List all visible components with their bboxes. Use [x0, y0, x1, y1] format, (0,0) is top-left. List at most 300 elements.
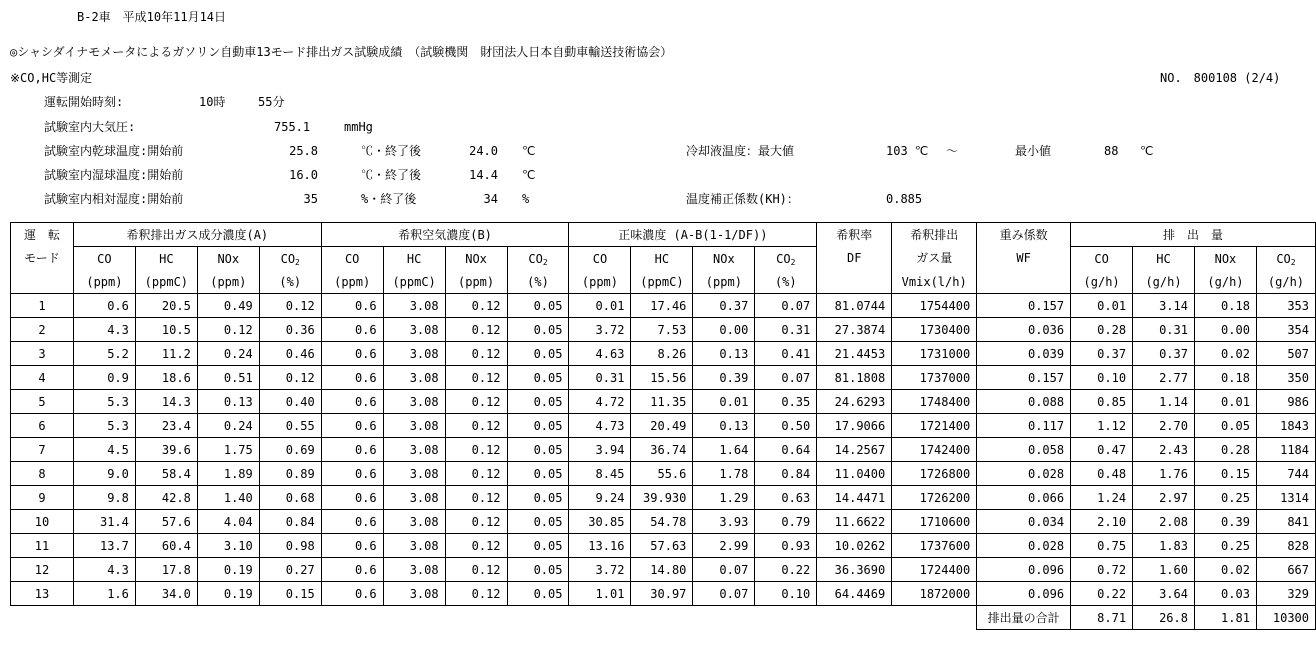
cell-net-co2: 0.31 — [755, 318, 817, 342]
cell-net-hc: 15.56 — [631, 366, 693, 390]
cell-dil-co: 9.8 — [73, 486, 135, 510]
cell-dil-hc: 39.6 — [135, 438, 197, 462]
cell-net-nox: 0.37 — [693, 294, 755, 318]
cell-df: 81.0744 — [817, 294, 892, 318]
dry-bulb-after: 24.0 — [469, 144, 498, 158]
cell-air-nox: 0.12 — [445, 510, 507, 534]
cell-mode: 9 — [11, 486, 74, 510]
cell-dil-nox: 1.89 — [197, 462, 259, 486]
cell-net-nox: 0.39 — [693, 366, 755, 390]
table-row — [11, 486, 1316, 510]
cell-net-co2: 0.84 — [755, 462, 817, 486]
cell-net-co: 4.73 — [569, 414, 631, 438]
cell-emis-co2: 354 — [1256, 318, 1315, 342]
cell-dil-co2: 0.36 — [259, 318, 321, 342]
cell-dil-co2: 0.12 — [259, 366, 321, 390]
unit-ppm: (ppm) — [197, 270, 259, 294]
cell-wf: 0.028 — [977, 462, 1071, 486]
cell-air-hc: 3.08 — [383, 414, 445, 438]
cell-dil-co: 4.5 — [73, 438, 135, 462]
cell-net-nox: 0.01 — [693, 390, 755, 414]
cell-df: 11.6622 — [817, 510, 892, 534]
cell-air-hc: 3.08 — [383, 462, 445, 486]
cell-emis-co: 0.85 — [1071, 390, 1133, 414]
header-row-1 — [11, 223, 1316, 247]
cell-df: 64.4469 — [817, 582, 892, 606]
cell-dil-nox: 3.10 — [197, 534, 259, 558]
cell-dil-hc: 11.2 — [135, 342, 197, 366]
cell-wf: 0.058 — [977, 438, 1071, 462]
col-co2: $CO_2$ — [507, 247, 569, 271]
cell-mode: 2 — [11, 318, 74, 342]
col-hc: HC — [135, 247, 197, 271]
wet-bulb-after: 14.4 — [469, 168, 498, 182]
cell-dil-nox: 0.12 — [197, 318, 259, 342]
cell-air-co2: 0.05 — [507, 582, 569, 606]
cell-air-co2: 0.05 — [507, 462, 569, 486]
unit-ppmc: (ppmC) — [631, 270, 693, 294]
unit-vmix: Vmix(l/h) — [892, 270, 977, 294]
cell-air-co: 0.6 — [321, 414, 383, 438]
cell-emis-co: 0.10 — [1071, 366, 1133, 390]
cell-mode: 1 — [11, 294, 74, 318]
coolant-label: 冷却液温度：最大値 — [686, 144, 795, 158]
cell-dil-hc: 58.4 — [135, 462, 197, 486]
cell-vmix: 1742400 — [892, 438, 977, 462]
cell-dil-co: 1.6 — [73, 582, 135, 606]
cell-air-co: 0.6 — [321, 342, 383, 366]
cell-emis-co2: 353 — [1256, 294, 1315, 318]
cell-dil-nox: 0.24 — [197, 414, 259, 438]
cell-air-co: 0.6 — [321, 462, 383, 486]
col-co2: $CO_2$ — [259, 247, 321, 271]
cell-dil-co: 5.3 — [73, 414, 135, 438]
cell-emis-hc: 0.37 — [1133, 342, 1195, 366]
cell-air-hc: 3.08 — [383, 366, 445, 390]
cell-dil-hc: 42.8 — [135, 486, 197, 510]
cell-df: 11.0400 — [817, 462, 892, 486]
col-nox: NOx — [445, 247, 507, 271]
cell-air-hc: 3.08 — [383, 486, 445, 510]
wet-bulb-separator: ℃・終了後 — [361, 168, 422, 182]
cell-dil-co2: 0.46 — [259, 342, 321, 366]
cell-emis-co2: 1184 — [1256, 438, 1315, 462]
cell-emis-nox: 0.15 — [1194, 462, 1256, 486]
cell-emis-nox: 0.00 — [1194, 318, 1256, 342]
cell-net-co: 3.72 — [569, 558, 631, 582]
net-concentration-header: 正味濃度 (A-B(1-1/DF)) — [569, 223, 817, 247]
col-co: CO — [569, 247, 631, 271]
cell-air-nox: 0.12 — [445, 414, 507, 438]
wet-bulb-label: 試験室内湿球温度:開始前 — [44, 168, 184, 182]
cell-net-hc: 14.80 — [631, 558, 693, 582]
cell-net-co: 8.45 — [569, 462, 631, 486]
cell-net-co: 3.94 — [569, 438, 631, 462]
cell-net-hc: 17.46 — [631, 294, 693, 318]
cell-mode: 5 — [11, 390, 74, 414]
coolant-min-label: 最小値 — [1015, 144, 1052, 158]
cell-air-hc: 3.08 — [383, 294, 445, 318]
dilution-ratio-header: 希釈率 — [817, 223, 892, 247]
unit-pct: (%) — [259, 270, 321, 294]
cell-emis-nox: 0.01 — [1194, 390, 1256, 414]
cell-dil-nox: 0.24 — [197, 342, 259, 366]
cell-emis-nox: 0.18 — [1194, 294, 1256, 318]
cell-air-co: 0.6 — [321, 486, 383, 510]
cell-emis-nox: 0.05 — [1194, 414, 1256, 438]
cell-dil-co: 9.0 — [73, 462, 135, 486]
table-row — [11, 558, 1316, 582]
coolant-max: 103 ℃ — [886, 144, 929, 158]
cell-emis-nox: 0.02 — [1194, 558, 1256, 582]
cell-net-co2: 0.10 — [755, 582, 817, 606]
cell-emis-hc: 1.83 — [1133, 534, 1195, 558]
cell-df: 81.1808 — [817, 366, 892, 390]
cell-mode: 12 — [11, 558, 74, 582]
document-number: NO. 800108 (2/4) — [1160, 71, 1281, 85]
cell-emis-hc: 3.14 — [1133, 294, 1195, 318]
cell-mode: 3 — [11, 342, 74, 366]
cell-net-nox: 0.13 — [693, 414, 755, 438]
cell-emis-co: 1.24 — [1071, 486, 1133, 510]
humidity-separator: %・終了後 — [361, 192, 417, 206]
table-row — [11, 342, 1316, 366]
cell-wf: 0.066 — [977, 486, 1071, 510]
cell-net-hc: 55.6 — [631, 462, 693, 486]
cell-air-co2: 0.05 — [507, 510, 569, 534]
cell-dil-co: 31.4 — [73, 510, 135, 534]
cell-net-hc: 36.74 — [631, 438, 693, 462]
cell-dil-nox: 4.04 — [197, 510, 259, 534]
cell-dil-co: 4.3 — [73, 558, 135, 582]
cell-dil-nox: 0.51 — [197, 366, 259, 390]
cell-wf: 0.028 — [977, 534, 1071, 558]
cell-dil-hc: 34.0 — [135, 582, 197, 606]
cell-air-co2: 0.05 — [507, 318, 569, 342]
cell-net-nox: 0.13 — [693, 342, 755, 366]
cell-mode: 8 — [11, 462, 74, 486]
cell-dil-hc: 14.3 — [135, 390, 197, 414]
pressure-value: 755.1 — [274, 120, 311, 134]
cell-net-co2: 0.64 — [755, 438, 817, 462]
cell-dil-hc: 20.5 — [135, 294, 197, 318]
unit-gh: (g/h) — [1133, 270, 1195, 294]
cell-dil-hc: 60.4 — [135, 534, 197, 558]
vehicle-date: B-2車 平成10年11月14日 — [77, 10, 227, 24]
col-nox: NOx — [693, 247, 755, 271]
wf-unit-blank — [977, 270, 1071, 294]
cell-air-co: 0.6 — [321, 294, 383, 318]
start-hour: 10時 — [199, 95, 226, 109]
total-co: 8.71 — [1071, 606, 1133, 630]
vmix-header: 希釈排出 — [892, 223, 977, 247]
cell-net-co: 0.31 — [569, 366, 631, 390]
unit-ppmc: (ppmC) — [383, 270, 445, 294]
table-row — [11, 366, 1316, 390]
unit-ppm: (ppm) — [73, 270, 135, 294]
table-row — [11, 390, 1316, 414]
cell-dil-co2: 0.12 — [259, 294, 321, 318]
dry-bulb-label: 試験室内乾球温度:開始前 — [44, 144, 184, 158]
cell-dil-hc: 18.6 — [135, 366, 197, 390]
cell-vmix: 1726800 — [892, 462, 977, 486]
cell-emis-co: 1.12 — [1071, 414, 1133, 438]
table-row — [11, 582, 1316, 606]
diluted-gas-header: 希釈排出ガス成分濃度(A) — [73, 223, 321, 247]
kh-value: 0.885 — [886, 192, 923, 206]
cell-air-hc: 3.08 — [383, 342, 445, 366]
cell-air-co: 0.6 — [321, 390, 383, 414]
cell-net-hc: 30.97 — [631, 582, 693, 606]
cell-net-hc: 7.53 — [631, 318, 693, 342]
cell-net-co2: 0.35 — [755, 390, 817, 414]
cell-vmix: 1710600 — [892, 510, 977, 534]
table-row — [11, 318, 1316, 342]
table-row — [11, 534, 1316, 558]
cell-mode: 13 — [11, 582, 74, 606]
cell-air-co: 0.6 — [321, 534, 383, 558]
cell-emis-co: 0.37 — [1071, 342, 1133, 366]
cell-dil-hc: 57.6 — [135, 510, 197, 534]
unit-pct: (%) — [755, 270, 817, 294]
cell-air-co2: 0.05 — [507, 558, 569, 582]
cell-dil-co2: 0.15 — [259, 582, 321, 606]
cell-air-nox: 0.12 — [445, 342, 507, 366]
cell-dil-nox: 0.19 — [197, 582, 259, 606]
cell-air-hc: 3.08 — [383, 390, 445, 414]
cell-wf: 0.096 — [977, 558, 1071, 582]
cell-vmix: 1721400 — [892, 414, 977, 438]
start-minute: 55分 — [258, 95, 285, 109]
cell-dil-co: 5.2 — [73, 342, 135, 366]
cell-df: 10.0262 — [817, 534, 892, 558]
col-hc: HC — [383, 247, 445, 271]
report-title: ◎シャシダイナモメータによるガソリン自動車13モード排出ガス試験成績 （試験機関 財団法人日本自動車輸送技術協会） — [10, 45, 673, 59]
cell-air-hc: 3.08 — [383, 510, 445, 534]
cell-vmix: 1726200 — [892, 486, 977, 510]
unit-ppmc: (ppmC) — [135, 270, 197, 294]
cell-air-co2: 0.05 — [507, 342, 569, 366]
cell-emis-hc: 1.60 — [1133, 558, 1195, 582]
cell-dil-nox: 1.75 — [197, 438, 259, 462]
cell-emis-co2: 507 — [1256, 342, 1315, 366]
cell-net-co: 4.72 — [569, 390, 631, 414]
start-time-label: 運転開始時刻: — [44, 95, 124, 109]
cell-air-nox: 0.12 — [445, 534, 507, 558]
unit-pct: (%) — [507, 270, 569, 294]
cell-dil-co2: 0.68 — [259, 486, 321, 510]
cell-wf: 0.036 — [977, 318, 1071, 342]
cell-emis-co: 0.72 — [1071, 558, 1133, 582]
total-label: 排出量の合計 — [977, 606, 1071, 630]
cell-air-nox: 0.12 — [445, 438, 507, 462]
col-vmix: ガス量 — [892, 247, 977, 271]
humidity-label: 試験室内相対湿度:開始前 — [44, 192, 184, 206]
dry-bulb-unit: ℃ — [522, 144, 536, 158]
measurement-note: ※CO,HC等測定 — [10, 71, 93, 85]
cell-net-co2: 0.93 — [755, 534, 817, 558]
humidity-after: 34 — [483, 192, 498, 206]
cell-dil-co: 0.9 — [73, 366, 135, 390]
cell-emis-co: 0.01 — [1071, 294, 1133, 318]
pressure-label: 試験室内大気圧: — [44, 120, 136, 134]
cell-net-co: 30.85 — [569, 510, 631, 534]
cell-net-co: 4.63 — [569, 342, 631, 366]
unit-ppm: (ppm) — [321, 270, 383, 294]
cell-mode: 4 — [11, 366, 74, 390]
cell-dil-co: 4.3 — [73, 318, 135, 342]
cell-air-hc: 3.08 — [383, 438, 445, 462]
col-co2: $CO_2$ — [1256, 247, 1315, 271]
cell-emis-hc: 1.76 — [1133, 462, 1195, 486]
col-df: DF — [817, 247, 892, 271]
mode-header: 運 転 — [11, 223, 74, 247]
emission-results-table — [10, 222, 1316, 630]
col-co: CO — [321, 247, 383, 271]
cell-emis-nox: 0.25 — [1194, 534, 1256, 558]
cell-emis-hc: 0.31 — [1133, 318, 1195, 342]
cell-dil-co2: 0.89 — [259, 462, 321, 486]
cell-net-nox: 1.64 — [693, 438, 755, 462]
cell-emis-co2: 828 — [1256, 534, 1315, 558]
cell-net-nox: 2.99 — [693, 534, 755, 558]
cell-dil-hc: 10.5 — [135, 318, 197, 342]
cell-dil-hc: 17.8 — [135, 558, 197, 582]
cell-net-nox: 1.78 — [693, 462, 755, 486]
cell-vmix: 1737000 — [892, 366, 977, 390]
dry-bulb-separator: ℃・終了後 — [361, 144, 422, 158]
table-row — [11, 510, 1316, 534]
cell-air-nox: 0.12 — [445, 486, 507, 510]
coolant-unit: ℃ — [1140, 144, 1154, 158]
cell-emis-hc: 2.97 — [1133, 486, 1195, 510]
table-row — [11, 438, 1316, 462]
cell-emis-co2: 841 — [1256, 510, 1315, 534]
wet-bulb-unit: ℃ — [522, 168, 536, 182]
cell-emis-nox: 0.39 — [1194, 510, 1256, 534]
cell-air-co2: 0.05 — [507, 414, 569, 438]
cell-vmix: 1731000 — [892, 342, 977, 366]
cell-emis-co: 0.48 — [1071, 462, 1133, 486]
header-row-2 — [11, 247, 1316, 271]
total-co2: 10300 — [1256, 606, 1315, 630]
cell-wf: 0.088 — [977, 390, 1071, 414]
unit-ppm: (ppm) — [445, 270, 507, 294]
cell-emis-hc: 2.70 — [1133, 414, 1195, 438]
cell-net-co: 13.16 — [569, 534, 631, 558]
cell-air-co2: 0.05 — [507, 294, 569, 318]
cell-emis-hc: 3.64 — [1133, 582, 1195, 606]
cell-air-hc: 3.08 — [383, 558, 445, 582]
cell-emis-co2: 744 — [1256, 462, 1315, 486]
humidity-unit: % — [522, 192, 530, 206]
cell-emis-nox: 0.02 — [1194, 342, 1256, 366]
cell-net-co: 3.72 — [569, 318, 631, 342]
cell-dil-nox: 0.49 — [197, 294, 259, 318]
cell-wf: 0.117 — [977, 414, 1071, 438]
cell-emis-nox: 0.25 — [1194, 486, 1256, 510]
cell-emis-co: 0.28 — [1071, 318, 1133, 342]
cell-air-co2: 0.05 — [507, 486, 569, 510]
cell-df: 14.2567 — [817, 438, 892, 462]
cell-emis-co: 2.10 — [1071, 510, 1133, 534]
col-wf: WF — [977, 247, 1071, 271]
cell-mode: 6 — [11, 414, 74, 438]
cell-dil-co2: 0.27 — [259, 558, 321, 582]
cell-net-hc: 20.49 — [631, 414, 693, 438]
table-row — [11, 462, 1316, 486]
cell-mode: 11 — [11, 534, 74, 558]
cell-net-hc: 54.78 — [631, 510, 693, 534]
cell-df: 21.4453 — [817, 342, 892, 366]
cell-dil-nox: 1.40 — [197, 486, 259, 510]
cell-emis-co: 0.75 — [1071, 534, 1133, 558]
cell-emis-nox: 0.18 — [1194, 366, 1256, 390]
cell-net-nox: 0.07 — [693, 582, 755, 606]
cell-air-nox: 0.12 — [445, 582, 507, 606]
cell-net-nox: 0.07 — [693, 558, 755, 582]
cell-net-co2: 0.07 — [755, 366, 817, 390]
cell-net-co: 9.24 — [569, 486, 631, 510]
cell-dil-co: 5.3 — [73, 390, 135, 414]
cell-df: 24.6293 — [817, 390, 892, 414]
cell-mode: 10 — [11, 510, 74, 534]
dry-bulb-before: 25.8 — [289, 144, 318, 158]
cell-air-co2: 0.05 — [507, 534, 569, 558]
cell-wf: 0.157 — [977, 366, 1071, 390]
cell-emis-hc: 2.77 — [1133, 366, 1195, 390]
cell-wf: 0.039 — [977, 342, 1071, 366]
humidity-before: 35 — [303, 192, 318, 206]
cell-vmix: 1872000 — [892, 582, 977, 606]
pressure-unit: mmHg — [344, 120, 373, 134]
cell-air-hc: 3.08 — [383, 582, 445, 606]
table-row — [11, 414, 1316, 438]
cell-emis-co2: 1843 — [1256, 414, 1315, 438]
unit-gh: (g/h) — [1256, 270, 1315, 294]
cell-emis-hc: 2.08 — [1133, 510, 1195, 534]
cell-dil-co2: 0.69 — [259, 438, 321, 462]
cell-net-nox: 0.00 — [693, 318, 755, 342]
cell-net-co2: 0.63 — [755, 486, 817, 510]
cell-air-hc: 3.08 — [383, 534, 445, 558]
cell-dil-co: 0.6 — [73, 294, 135, 318]
cell-dil-co: 13.7 — [73, 534, 135, 558]
cell-dil-hc: 23.4 — [135, 414, 197, 438]
cell-emis-co2: 1314 — [1256, 486, 1315, 510]
cell-air-nox: 0.12 — [445, 366, 507, 390]
table-row — [11, 294, 1316, 318]
kh-label: 温度補正係数(KH)： — [686, 192, 799, 206]
cell-net-hc: 57.63 — [631, 534, 693, 558]
cell-dil-co2: 0.98 — [259, 534, 321, 558]
cell-mode: 7 — [11, 438, 74, 462]
coolant-tilde: ～ — [946, 144, 959, 158]
col-nox: NOx — [1194, 247, 1256, 271]
header-row-3 — [11, 270, 1316, 294]
cell-air-co: 0.6 — [321, 318, 383, 342]
cell-net-co: 1.01 — [569, 582, 631, 606]
cell-air-hc: 3.08 — [383, 318, 445, 342]
cell-air-co2: 0.05 — [507, 438, 569, 462]
cell-emis-co2: 986 — [1256, 390, 1315, 414]
col-nox: NOx — [197, 247, 259, 271]
cell-vmix: 1730400 — [892, 318, 977, 342]
col-co2: $CO_2$ — [755, 247, 817, 271]
cell-air-co: 0.6 — [321, 582, 383, 606]
cell-vmix: 1724400 — [892, 558, 977, 582]
cell-air-nox: 0.12 — [445, 558, 507, 582]
